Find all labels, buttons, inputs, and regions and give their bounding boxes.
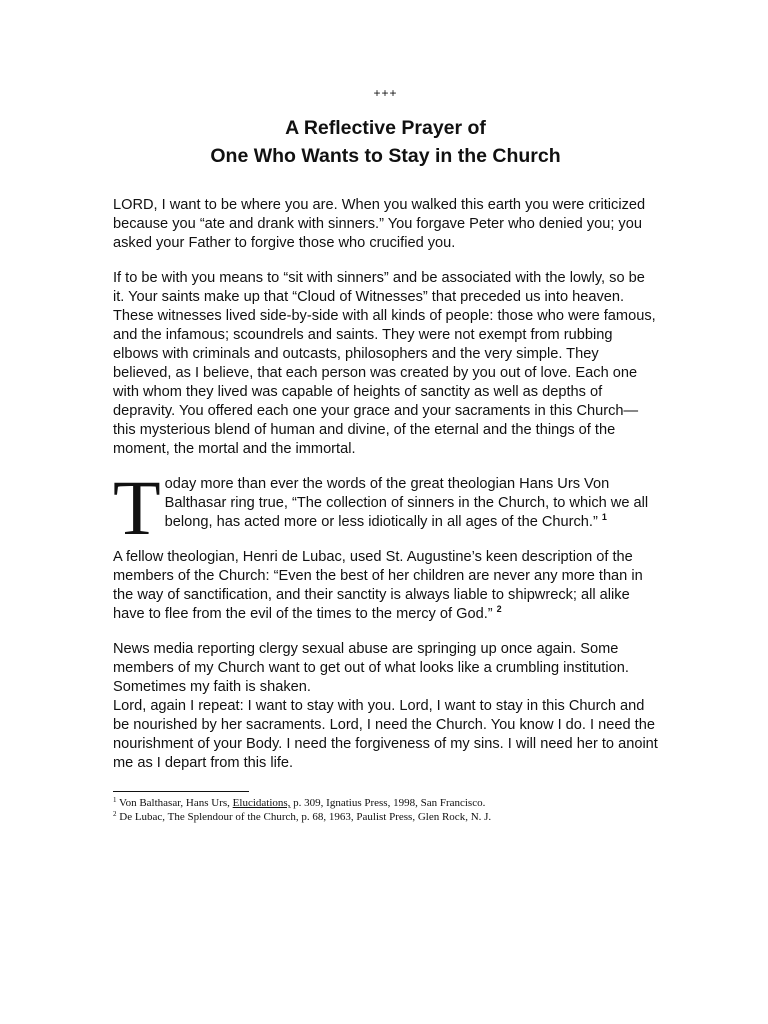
footnote-2-text: De Lubac, The Splendour of the Church, p. 68, 1963, Paulist Press, Glen Rock, N. J. [116,811,492,823]
document-title [113,114,658,170]
footnote-1-work-title: Elucidations, [232,797,291,809]
paragraph-4-text: A fellow theologian, Henri de Lubac, used St. Augustine’s keen description of the members of the Church: “Even the best of her children are never any more than in the way of sanctification, and their sanctity is always liable to shipwreck; all alike have to flee from the evil of the times to the mercy of God.” [113,549,643,622]
title-line-2: One Who Wants to Stay in the Church [210,145,561,167]
footnote-separator [113,791,249,792]
paragraph-3 [113,464,658,551]
footnote-ref-1: 1 [601,512,607,522]
title-line-1: A Reflective Prayer of [285,117,486,139]
paragraph-5: News media reporting clergy sexual abuse are springing up once again. Some members of my Church want to get out of what looks like a crumbling institution. Sometimes my faith is shaken. [113,641,629,695]
document-page [113,86,658,824]
footnote-1-before: Von Balthasar, Hans Urs, [116,797,233,809]
paragraph-1: LORD, I want to be where you are. When you walked this earth you were criticized because you “ate and drank with sinners.” You forgave Peter who denied you; you asked your Father to forgive those who crucified you. [113,197,646,251]
footnote-1-after: p. 309, Ignatius Press, 1998, San Francisco. [290,797,486,809]
paragraph-6: Lord, again I repeat: I want to stay with you. Lord, I want to stay in this Church and be nourished by her sacraments. Lord, I need the Church. You know I do. I need the nourishment of your Body. I need the forgiveness of my sins. I will need her to anoint me as I depart from this life. [113,698,658,771]
ornament-divider: +++ [373,86,398,100]
paragraph-4 [113,548,658,624]
footnote-2 [113,810,658,824]
footnotes [113,796,658,824]
drop-cap-letter: T [113,464,161,551]
paragraph-2: If to be with you means to “sit with sinners” and be associated with the lowly, so be it. Your saints make up that “Cloud of Witnesses” that preceded us into heaven. These witnesses lived side-by-side with all kinds of people: those who were famous, and the infamous; scoundrels and saints. They were not exempt from rubbing elbows with criminals and outcasts, philosophers and the very simple. They believed, as I believe, that each person was created by you out of love. Each one with whom they lived was capable of heights of sanctity as well as depths of depravity. You offered each one your grace and your sacraments in this Church—this mysterious blend of human and divine, of the eternal and the things of the moment, the mortal and the immortal. [113,270,656,457]
paragraph-3-text: oday more than ever the words of the great theologian Hans Urs Von Balthasar ring true, “The collection of sinners in the Church, to which we all belong, has acted more or less idiotically in all ages of the Church.” [164,476,649,530]
footnote-1-marker: 1 [113,796,117,804]
footnote-1 [113,796,658,810]
footnote-ref-2: 2 [496,604,502,614]
footnote-2-marker: 2 [113,810,117,818]
